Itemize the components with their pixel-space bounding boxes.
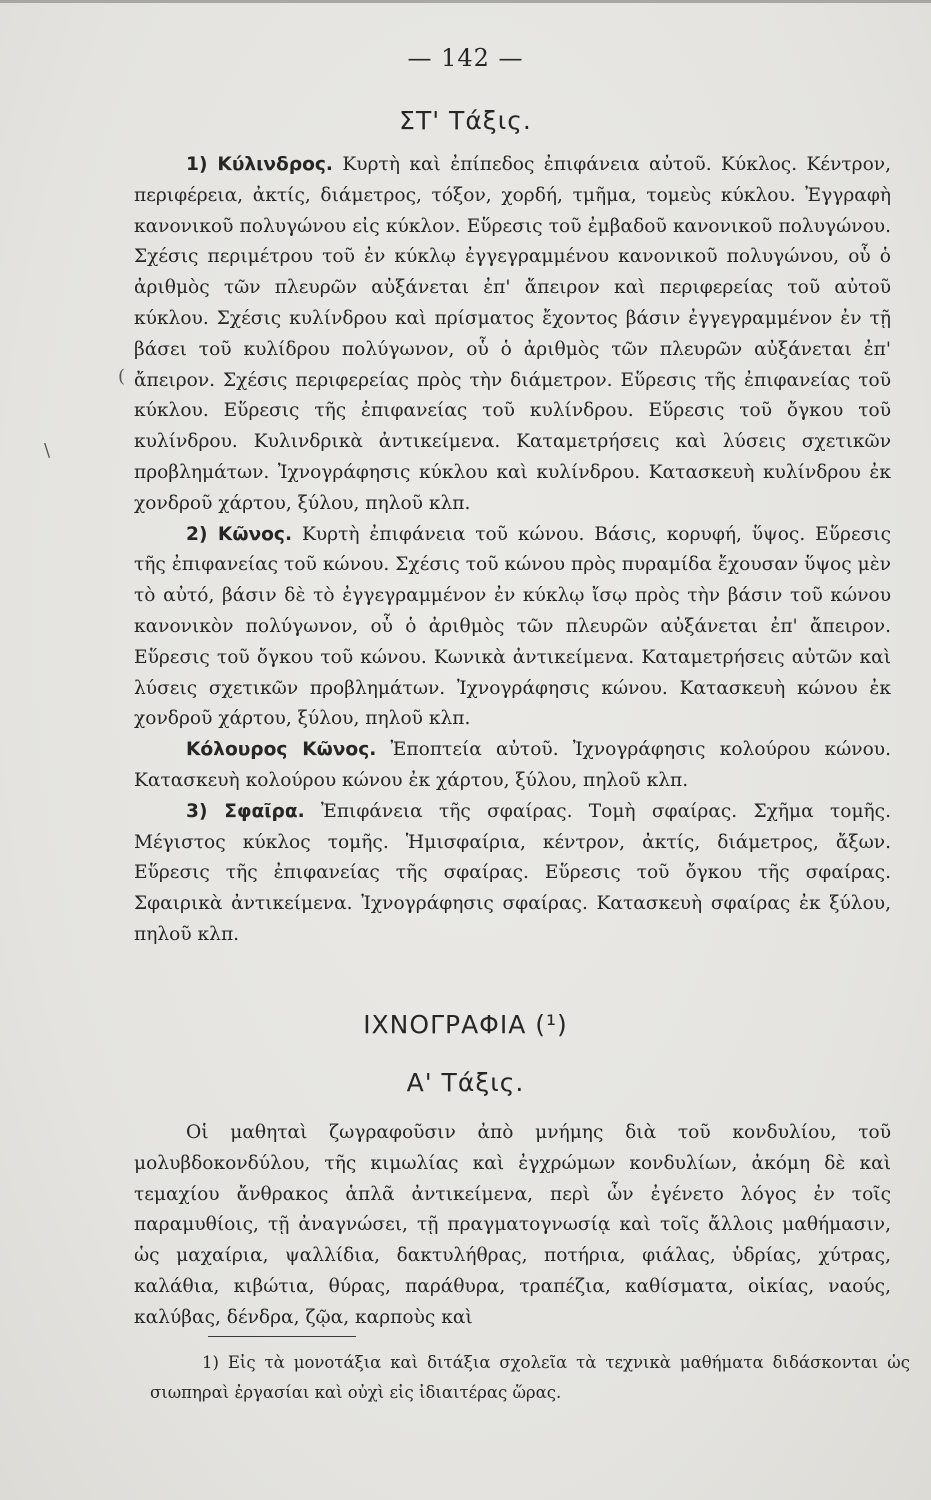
term-kylindros: 1) Κύλινδρος. [186, 154, 333, 175]
term-sfaira: 3) Σφαῖρα. [186, 800, 305, 822]
footnote-separator [208, 1336, 356, 1337]
paragraph-text: Ἐπιφάνεια τῆς σφαίρας. Τομὴ σφαίρας. Σχῆμα τομῆς. Μέγιστος κύκλος τομῆς. Ἡμισφαίρια, κέντρον, ἀκτίς, διάμετρος, ἄξων. Εὕρεσις τῆς ἐπιφανείας τῆς σφαίρας. Εὕρεσις τοῦ ὄγκου τῆς σφαίρας. Σφαιρικὰ ἀντικείμενα. Ἰχνογράφησις σφαίρας. Κατασκευὴ σφαίρας ἐκ ξύλου, πηλοῦ κλπ. [134, 800, 891, 945]
section-st-taxis-body [134, 150, 891, 951]
paragraph-kolouros-konos [134, 735, 891, 797]
paragraph-konos [134, 520, 891, 736]
section-heading-a-taxis: Α' Τάξις. [406, 1068, 525, 1097]
page-top-edge [0, 0, 931, 3]
margin-mark: \ [44, 440, 51, 461]
term-kolouros-konos: Κόλουρος Κῶνος. [186, 739, 377, 761]
section-title-ichnografia: ΙΧΝΟΓΡΑΦΙΑ (¹) [363, 1010, 568, 1039]
footnote: 1) Εἰς τὰ μονοτάξια καὶ διτάξια σχολεῖα τὰ τεχνικὰ μαθήματα διδάσκονται ὡς σιωπηραὶ ἐργασίαι καὶ οὐχὶ εἰς ἰδιαιτέρας ὥρας. [150, 1353, 910, 1402]
term-konos: 2) Κῶνος. [186, 523, 293, 545]
section-heading-st-taxis: ΣΤ' Τάξις. [399, 106, 532, 135]
margin-mark: ( [118, 366, 126, 387]
section-a-taxis-body [134, 1118, 891, 1334]
paragraph-sfaira [134, 797, 891, 951]
paragraph-text: Κυρτὴ καὶ ἐπίπεδος ἐπιφάνεια αὐτοῦ. Κύκλος. Κέντρον, περιφέρεια, ἀκτίς, διάμετρος, τόξον, χορδή, τμῆμα, τομεὺς κύκλου. Ἐγγραφὴ κανονικοῦ πολυγώνου εἰς κύκλον. Εὕρεσις τοῦ ἐμβαδοῦ κανονικοῦ πολυγώνου. Σχέσις περιμέτρου τοῦ ἐν κύκλῳ ἐγγεγραμμένου κανονικοῦ πολυγώνου, οὗ ὁ ἀριθμὸς τῶν πλευρῶν αὐξάνεται ἐπ' ἄπειρον καὶ περιφερείας τοῦ αὐτοῦ κύκλου. Σχέσις κυλίνδρου καὶ πρίσματος ἔχοντος βάσιν ἐγγεγραμμένον ἐν τῇ βάσει τοῦ κυλίδρου πολύγωνον, οὗ ὁ ἀριθμὸς τῶν πλευρῶν αὐξάνεται ἐπ' ἄπειρον. Σχέσις περιφερείας πρὸς τὴν διάμετρον. Εὕρεσις τῆς ἐπιφανείας τοῦ κύκλου. Εὕρεσις τῆς ἐπιφανείας τοῦ κυλίνδρου. Εὕρεσις τοῦ ὄγκου τοῦ κυλίνδρου. Κυλινδρικὰ ἀντικείμενα. Καταμετρήσεις καὶ λύσεις σχετικῶν προβλημάτων. Ἰχνογράφησις κύκλου καὶ κυλίνδρου. Κατασκευὴ κυλίνδρου ἐκ χονδροῦ χάρτου, ξύλου, πηλοῦ κλπ. [134, 154, 891, 514]
page-number: — 142 — [407, 44, 524, 72]
paragraph-kylindros [134, 150, 891, 520]
paragraph-text: Κυρτὴ ἐπιφάνεια τοῦ κώνου. Βάσις, κορυφή, ὕψος. Εὕρεσις τῆς ἐπιφανείας τοῦ κώνου. Σχέσις τοῦ κώνου πρὸς πυραμίδα ἔχουσαν ὕψος μὲν τὸ αὐτό, βάσιν δὲ τὸ ἐγγεγραμμένον ἐν κύκλῳ ἴσῳ πρὸς τὴν βάσιν τοῦ κώνου κανονικὸν πολύγωνον, οὗ ὁ ἀριθμὸς τῶν πλευρῶν αὐξάνεται ἐπ' ἄπειρον. Εὕρεσις τοῦ ὄγκου τοῦ κώνου. Κωνικὰ ἀντικείμενα. Καταμετρήσεις αὐτῶν καὶ λύσεις σχετικῶν προβλημάτων. Ἰχνογράφησις κώνου. Κατασκευὴ κώνου ἐκ χονδροῦ χάρτου, ξύλου, πηλοῦ κλπ. [134, 523, 891, 730]
paragraph-a-taxis: Οἱ μαθηταὶ ζωγραφοῦσιν ἀπὸ μνήμης διὰ τοῦ κονδυλίου, τοῦ μολυβδοκονδύλου, τῆς κιμωλίας καὶ ἐγχρώμων κονδυλίων, ἀκόμη δὲ καὶ τεμαχίου ἄνθρακος ἁπλᾶ ἀντικείμενα, περὶ ὧν ἐγένετο λόγος ἐν τοῖς παραμυθίοις, τῇ ἀναγνώσει, τῇ πραγματογνωσίᾳ καὶ τοῖς ἄλλοις μαθήμασιν, ὡς μαχαίρια, ψαλλίδια, δακτυλήθρας, ποτήρια, φιάλας, ὑδρίας, χύτρας, καλάθια, κιβώτια, θύρας, παράθυρα, τραπέζια, καθίσματα, οἰκίας, ναούς, καλύβας, δένδρα, ζῷα, καρποὺς καὶ [134, 1122, 891, 1328]
paragraph-text: Ἐποπτεία αὐτοῦ. Ἰχνογράφησις κολούρου κώνου. Κατασκευὴ κολούρου κώνου ἐκ χάρτου, ξύλου, πηλοῦ κλπ. [134, 739, 891, 791]
